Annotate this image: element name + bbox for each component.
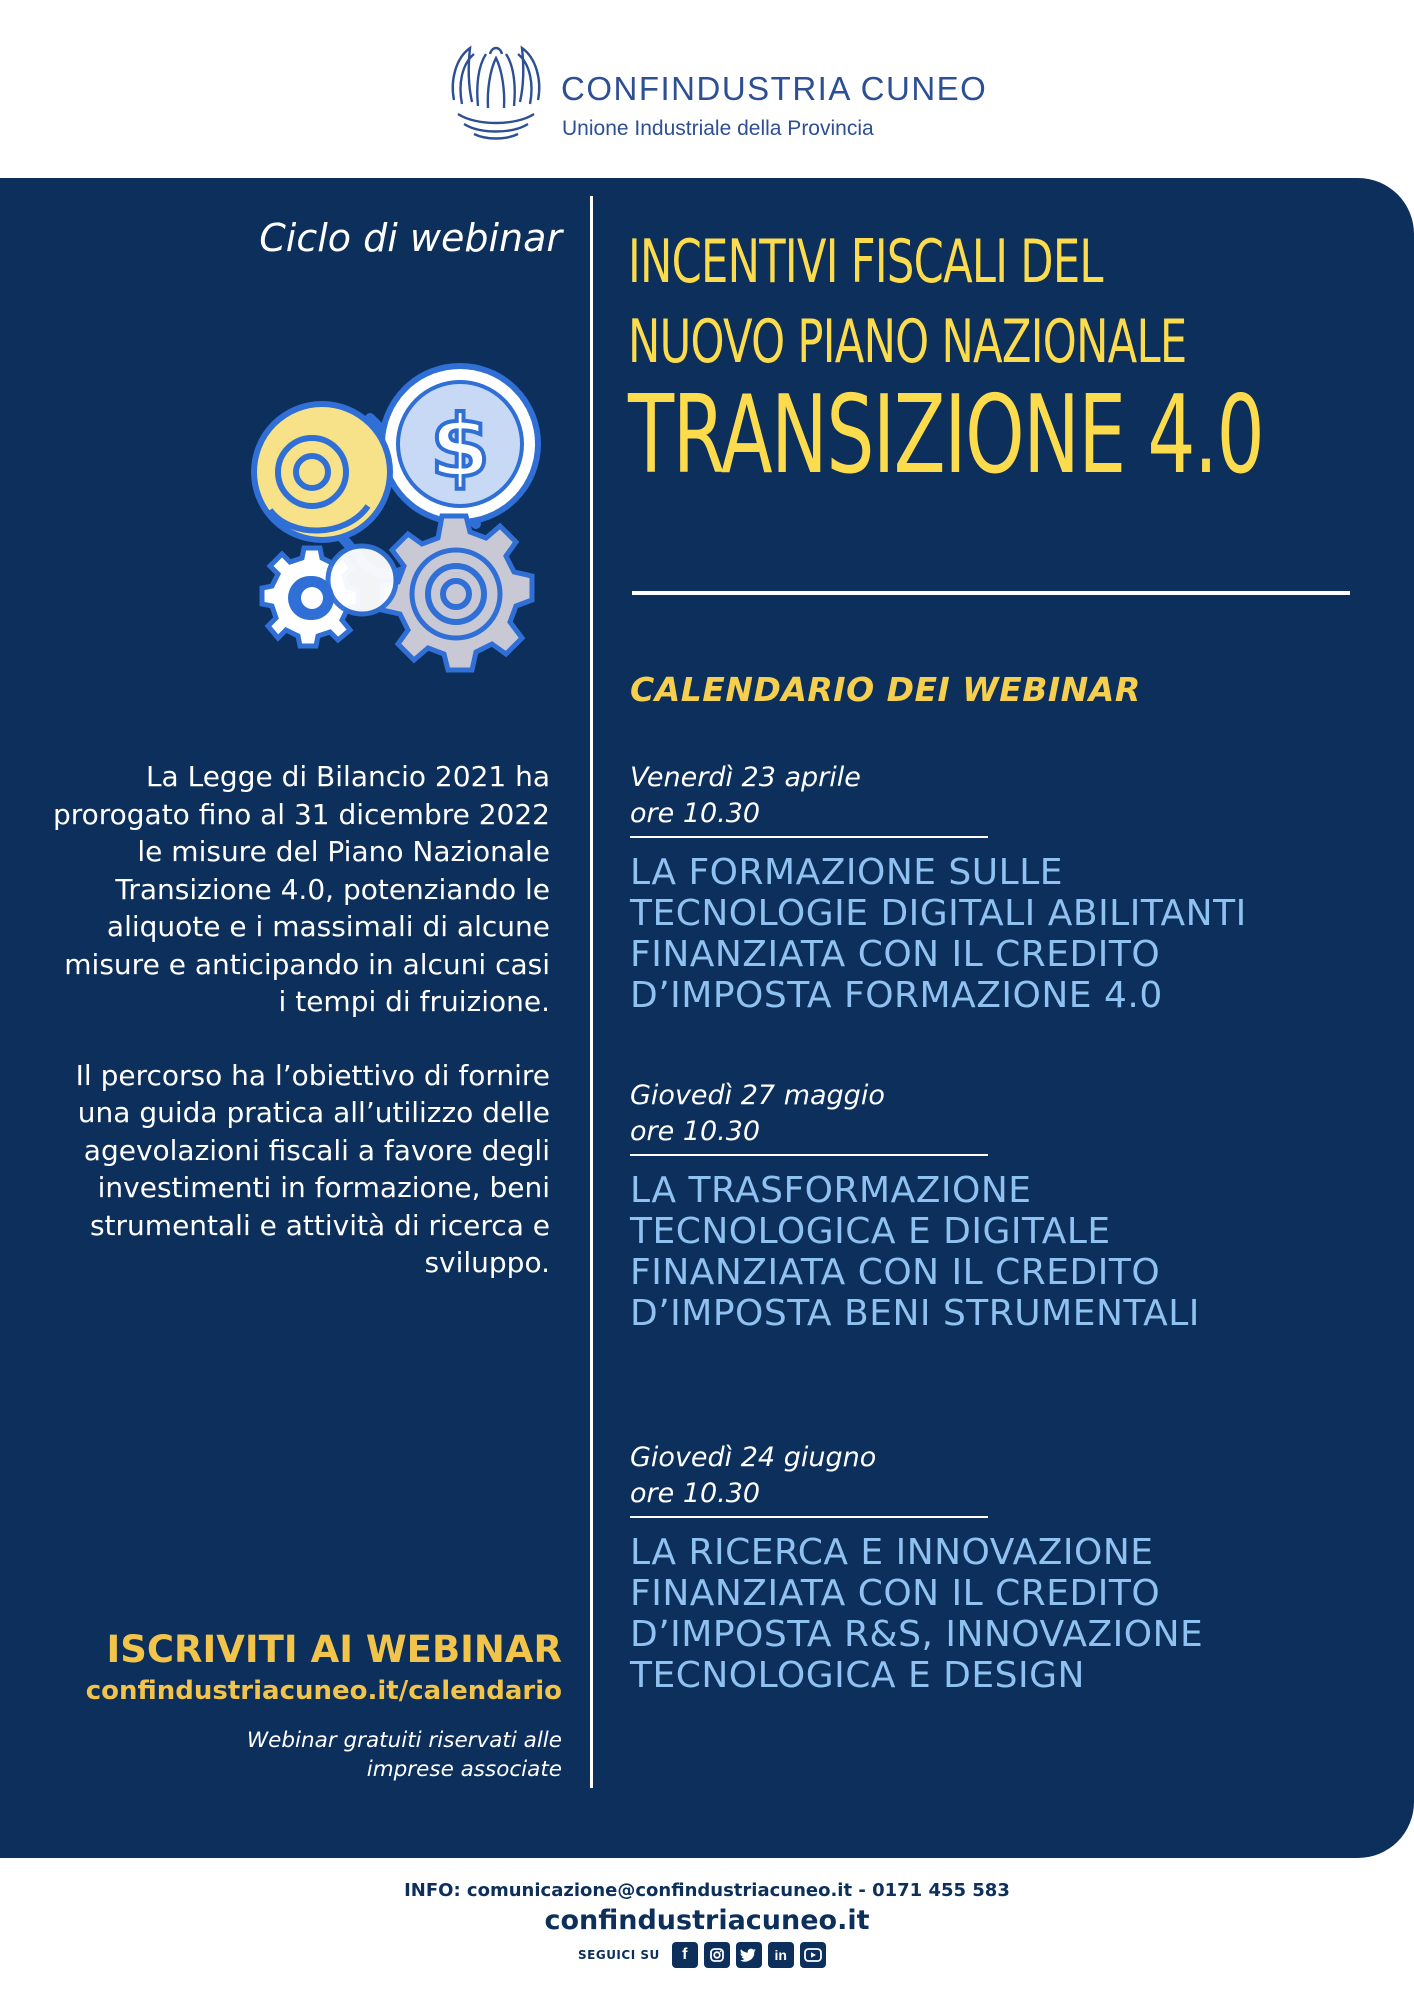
event-topic [630,1170,1370,1334]
event-1 [630,760,1370,1016]
event-time: ore 10.30 [630,1478,761,1509]
intro-paragraph-1: La Legge di Bilancio 2021 ha prorogato fino al 31 dicembre 2022 le misure del Piano Nazionale Transizione 4.0, potenziando le aliquote e i massimali di alcune misure e anticipando in alcuni casi i tempi di fruizione. [52,760,550,1018]
twitter-icon[interactable] [736,1942,762,1968]
event-topic-line: D’IMPOSTA R&S, INNOVAZIONE [630,1614,1204,1655]
series-label: Ciclo di webinar [259,216,562,260]
vertical-divider [590,196,593,1788]
event-topic-line: D’IMPOSTA BENI STRUMENTALI [630,1293,1200,1334]
event-topic-line: TECNOLOGICA E DIGITALE [630,1211,1111,1252]
event-topic-line: LA TRASFORMAZIONE [630,1170,1032,1211]
footer-website[interactable]: confindustriacuneo.it [544,1905,870,1936]
org-subtitle: Unione Industriale della Provincia [562,117,874,140]
event-topic-line: FINANZIATA CON IL CREDITO [630,1573,1161,1614]
event-date: Venerdì 23 aprile [630,762,861,793]
event-2 [630,1078,1370,1334]
org-name: CONFINDUSTRIA CUNEO [561,70,988,107]
linkedin-icon[interactable]: in [768,1942,794,1968]
event-topic-line: LA FORMAZIONE SULLE [630,852,1063,893]
header-logo [446,40,986,150]
event-topic-line: FINANZIATA CON IL CREDITO [630,1252,1161,1293]
event-topic-line: TECNOLOGIE DIGITALI ABILITANTI [630,893,1247,934]
youtube-icon[interactable] [800,1942,826,1968]
follow-label: SEGUICI SU [578,1948,660,1962]
event-3 [630,1440,1370,1696]
cta-note: Webinar gratuiti riservati alle imprese associate [246,1728,562,1782]
title-divider [632,591,1350,595]
main-card [0,178,1414,1858]
cta-title: ISCRIVITI AI WEBINAR [106,1628,562,1671]
event-time: ore 10.30 [630,798,761,829]
footer-info: INFO: comunicazione@confindustriacuneo.it - 0171 455 583 [404,1880,1010,1901]
event-date: Giovedì 27 maggio [630,1080,885,1111]
title-line-2: NUOVO PIANO NAZIONALE [628,307,1187,377]
event-rule [630,836,988,838]
event-topic-line: LA RICERCA E INNOVAZIONE [630,1532,1154,1573]
instagram-icon[interactable] [704,1942,730,1968]
coins-and-gears-icon [250,348,550,678]
social-links [578,1942,826,1968]
event-time: ore 10.30 [630,1116,761,1147]
eagle-logo-icon [446,40,546,146]
event-topic [630,852,1370,1016]
cta-link[interactable]: confindustriacuneo.it/calendario [85,1676,562,1706]
event-topic-line: TECNOLOGICA E DESIGN [630,1655,1085,1696]
event-rule [630,1154,988,1156]
event-rule [630,1516,988,1518]
svg-text:$: $ [430,397,490,497]
event-topic [630,1532,1370,1696]
title-line-3: TRANSIZIONE 4.0 [628,373,1264,498]
intro-text [50,758,550,1282]
event-topic-line: FINANZIATA CON IL CREDITO [630,934,1161,975]
intro-paragraph-2: Il percorso ha l’obiettivo di fornire una guida pratica all’utilizzo delle agevolazioni fiscali a favore degli investimenti in formazione, beni strumentali e attività di ricerca e sviluppo. [75,1058,550,1279]
page-title [628,222,1414,496]
event-topic-line: D’IMPOSTA FORMAZIONE 4.0 [630,975,1163,1016]
facebook-icon[interactable]: f [672,1942,698,1968]
calendar-heading: CALENDARIO DEI WEBINAR [630,670,1141,709]
title-line-1: INCENTIVI FISCALI DEL [628,227,1103,297]
event-date: Giovedì 24 giugno [630,1442,877,1473]
